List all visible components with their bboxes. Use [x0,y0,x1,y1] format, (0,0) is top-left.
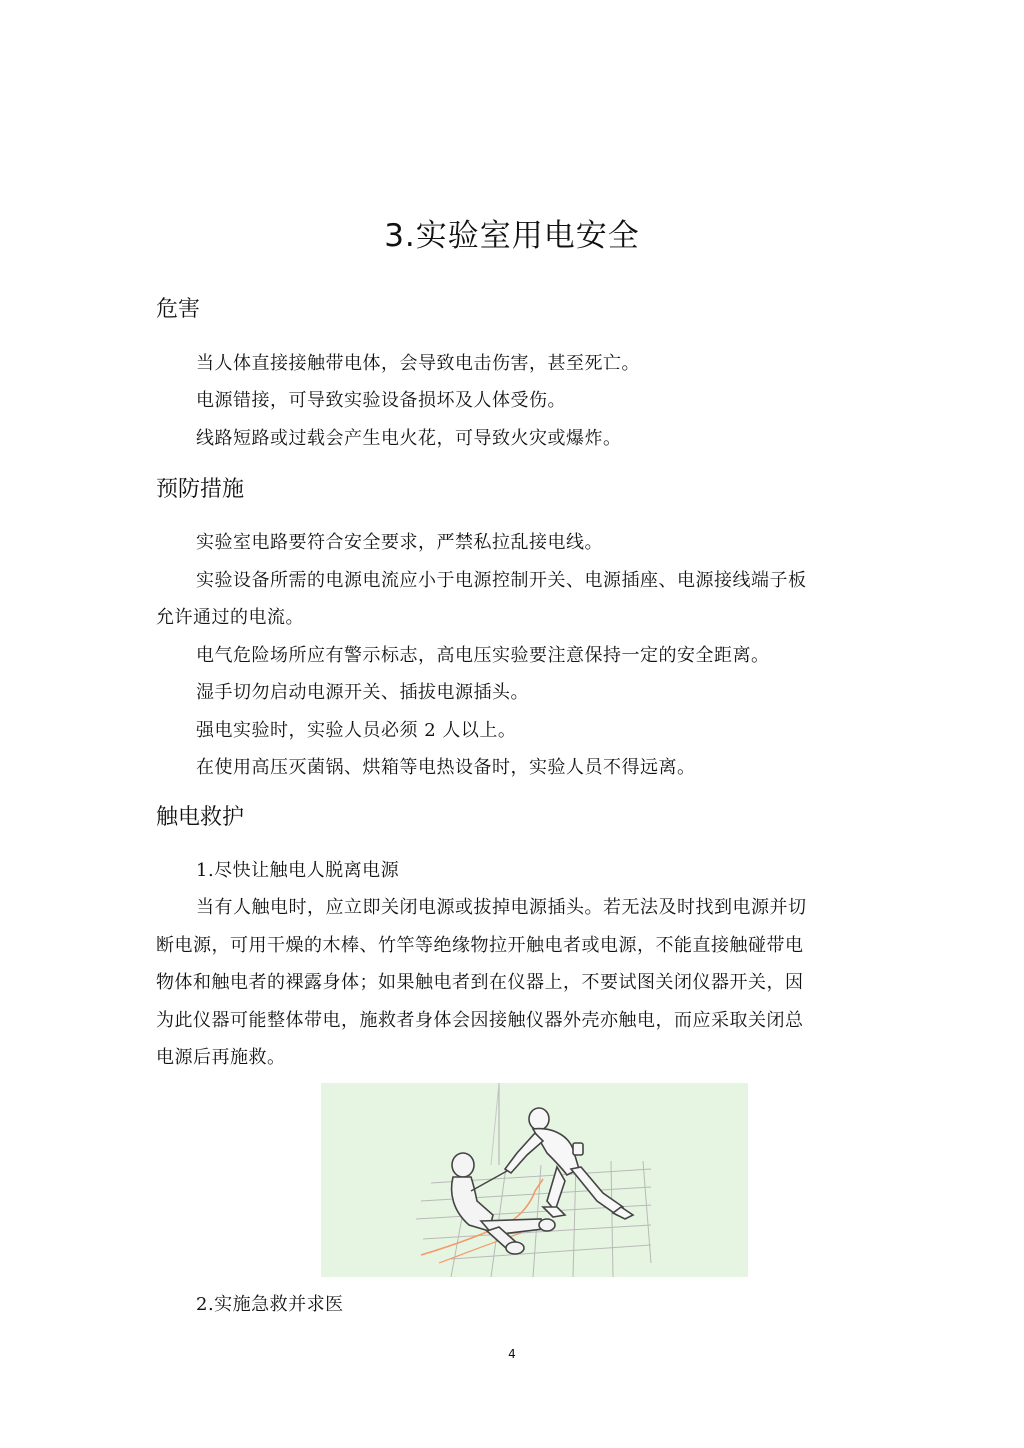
paragraph-line: 湿手切勿启动电源开关、插拔电源插头。 [196,682,529,703]
paragraph-line: 线路短路或过载会产生电火花，可导致火灾或爆炸。 [196,428,622,449]
step-title: 1.尽快让触电人脱离电源 [196,860,400,881]
section-heading-hazard: 危害 [156,297,201,322]
paragraph-line: 允许通过的电流。 [156,607,304,628]
section-heading-rescue: 触电救护 [156,805,245,830]
paragraph-line: 在使用高压灭菌锅、烘箱等电热设备时，实验人员不得远离。 [196,757,696,778]
paragraph-line: 电气危险场所应有警示标志，高电压实验要注意保持一定的安全距离。 [196,645,770,666]
paragraph-line: 实验室电路要符合安全要求，严禁私拉乱接电线。 [196,532,603,553]
rescue-illustration [321,1083,748,1277]
paragraph-line: 当有人触电时，应立即关闭电源或拔掉电源插头。若无法及时找到电源并切 [196,897,807,918]
paragraph-line: 电源后再施救。 [156,1047,286,1068]
paragraph-line: 物体和触电者的裸露身体；如果触电者到在仪器上，不要试图关闭仪器开关，因 [156,972,804,993]
page-title: 3.实验室用电安全 [384,218,640,254]
paragraph-line: 实验设备所需的电源电流应小于电源控制开关、电源插座、电源接线端子板 [196,570,807,591]
paragraph-line: 强电实验时，实验人员必须 2 人以上。 [196,720,517,741]
insulating-stick [471,1171,507,1191]
rescuer-figure [505,1108,633,1219]
wall-corner-line [491,1083,499,1165]
paragraph-line: 当人体直接接触带电体，会导致电击伤害，甚至死亡。 [196,353,640,374]
section-heading-prevention: 预防措施 [156,477,245,502]
page-number: 4 [508,1347,516,1361]
paragraph-line: 为此仪器可能整体带电，施救者身体会因接触仪器外壳亦触电，而应采取关闭总 [156,1010,804,1031]
step-title: 2.实施急救并求医 [196,1294,344,1315]
paragraph-line: 电源错接，可导致实验设备损坏及人体受伤。 [196,390,566,411]
paragraph-line: 断电源，可用干燥的木棒、竹竿等绝缘物拉开触电者或电源，不能直接触碰带电 [156,935,804,956]
